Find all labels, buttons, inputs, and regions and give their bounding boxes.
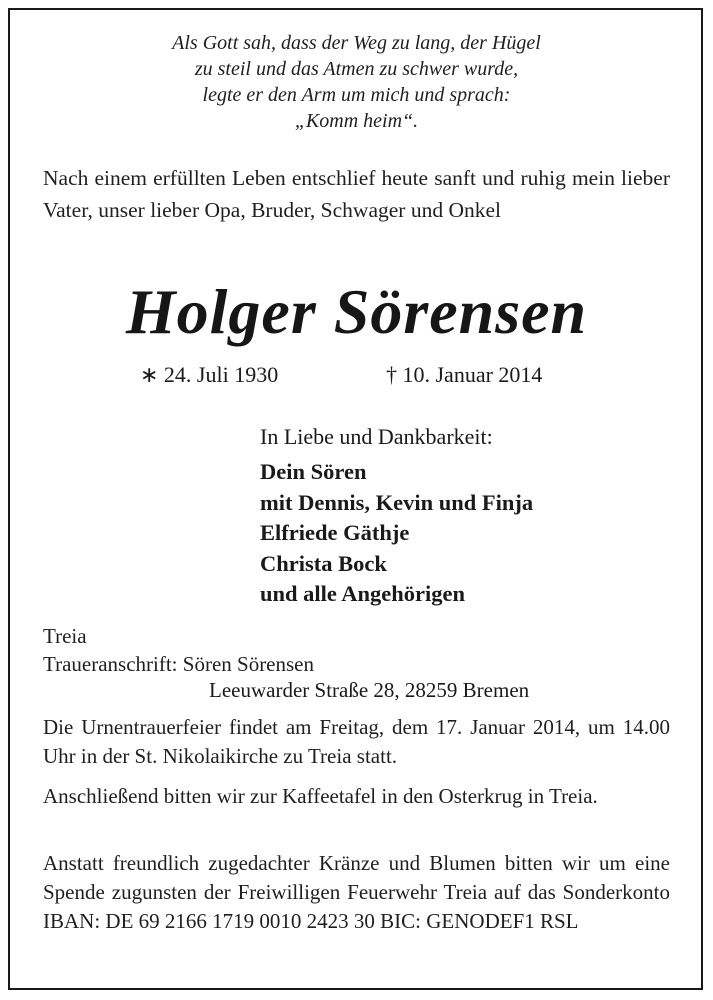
mourning-address-line2: Leeuwarder Straße 28, 28259 Bremen xyxy=(209,678,530,702)
place: Treia xyxy=(43,624,87,648)
mourning-address-line1: Traueranschrift: Sören Sörensen xyxy=(43,652,315,676)
deceased-name: Holger Sörensen xyxy=(125,276,588,347)
poem xyxy=(0,30,713,134)
poem-line: Als Gott sah, dass der Weg zu lang, der Hügel xyxy=(172,32,541,54)
mourner-name: mit Dennis, Kevin und Finja xyxy=(260,489,534,515)
mourners-intro: In Liebe und Dankbarkeit: xyxy=(260,424,493,449)
mourner-name: Dein Sören xyxy=(260,459,367,484)
donation-info: Anstatt freundlich zugedachter Kränze und Blumen bitten wir um eine Spende zugunsten der Freiwilligen Feuerwehr Treia auf das Sonderkonto IBAN: DE 69 2166 1719 0010 2423 30 BIC: GENODEF1 RSL xyxy=(43,851,670,933)
poem-line: legte er den Arm um mich und sprach: xyxy=(202,84,511,106)
poem-line: zu steil und das Atmen zu schwer wurde, xyxy=(194,58,519,80)
mourner-name: Christa Bock xyxy=(260,550,387,576)
death-date: † 10. Januar 2014 xyxy=(386,362,543,387)
poem-line: „Komm heim“. xyxy=(294,110,419,132)
reception-info: Anschließend bitten wir zur Kaffeetafel in den Osterkrug in Treia. xyxy=(43,784,598,808)
ceremony-info: Die Urnentrauerfeier findet am Freitag, dem 17. Januar 2014, um 14.00 Uhr in der St. Nikolaikirche zu Treia statt. xyxy=(43,715,670,768)
mourner-name: Elfriede Gäthje xyxy=(260,520,410,545)
intro-text: Nach einem erfüllten Leben entschlief heute sanft und ruhig mein lieber Vater, unser lieber Opa, Bruder, Schwager und Onkel xyxy=(43,166,670,222)
birth-date: ∗ 24. Juli 1930 xyxy=(140,362,279,387)
mourners-list xyxy=(260,457,533,610)
mourner-name: und alle Angehörigen xyxy=(260,581,466,606)
